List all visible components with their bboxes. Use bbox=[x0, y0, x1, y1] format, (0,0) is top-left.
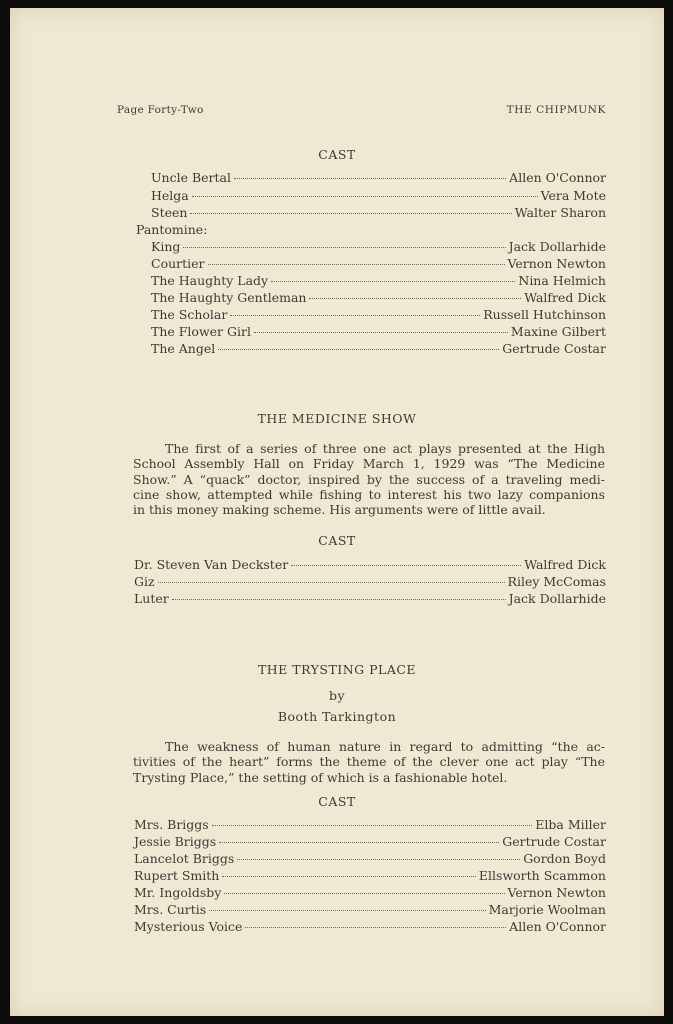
cast-row bbox=[134, 573, 606, 590]
pantomime-subheading: Pantomine: bbox=[136, 222, 208, 237]
cast-row bbox=[151, 306, 606, 323]
cast-actor: Jack Dollarhide bbox=[508, 591, 606, 606]
leader-dots bbox=[245, 927, 506, 928]
cast-actor: Allen O'Connor bbox=[509, 170, 606, 185]
cast-actor: Russell Hutchinson bbox=[483, 307, 606, 322]
publication-title: THE CHIPMUNK bbox=[506, 104, 606, 116]
cast-row bbox=[151, 238, 606, 255]
cast-row bbox=[151, 340, 606, 357]
leader-dots bbox=[183, 247, 505, 248]
cast-heading: CAST bbox=[318, 533, 356, 548]
cast-role: Uncle Bertal bbox=[151, 170, 231, 185]
program-page bbox=[10, 8, 664, 1016]
cast-row bbox=[134, 556, 606, 573]
cast-heading: CAST bbox=[318, 147, 356, 162]
cast-actor: Walter Sharon bbox=[514, 205, 606, 220]
cast-actor: Vernon Newton bbox=[507, 256, 606, 271]
cast-heading: CAST bbox=[318, 794, 356, 809]
leader-dots bbox=[271, 281, 515, 282]
cast-actor: Jack Dollarhide bbox=[508, 239, 606, 254]
description-line: Show.” A “quack” doctor, inspired by the success of a traveling medi- bbox=[133, 471, 605, 487]
leader-dots bbox=[158, 582, 505, 583]
description-line: cine show, attempted while fishing to interest his two lazy companions bbox=[133, 486, 605, 502]
cast-actor: Walfred Dick bbox=[524, 557, 606, 572]
cast-role: Steen bbox=[151, 205, 188, 220]
cast-row bbox=[151, 187, 606, 204]
leader-dots bbox=[237, 859, 520, 860]
cast-actor: Gertrude Costar bbox=[502, 834, 606, 849]
cast-actor: Maxine Gilbert bbox=[510, 324, 606, 339]
cast-role: The Scholar bbox=[151, 307, 228, 322]
cast-role: Rupert Smith bbox=[134, 868, 220, 883]
cast-row bbox=[134, 833, 606, 850]
play-author: Booth Tarkington bbox=[277, 709, 397, 724]
leader-dots bbox=[224, 893, 504, 894]
leader-dots bbox=[209, 910, 485, 911]
cast-row bbox=[151, 169, 606, 186]
leader-dots bbox=[222, 876, 476, 877]
cast-role: The Haughty Gentleman bbox=[151, 290, 307, 305]
cast-actor: Nina Helmich bbox=[518, 273, 606, 288]
cast-actor: Walfred Dick bbox=[524, 290, 606, 305]
cast-role: Luter bbox=[134, 591, 169, 606]
cast-row bbox=[134, 867, 606, 884]
play-title: THE MEDICINE SHOW bbox=[257, 411, 417, 426]
cast-row bbox=[151, 255, 606, 272]
description-line: tivities of the heart” forms the theme of the clever one act play “The bbox=[133, 754, 605, 770]
cast-row bbox=[134, 590, 606, 607]
cast-row bbox=[134, 850, 606, 867]
cast-row bbox=[134, 901, 606, 918]
cast-role: Jessie Briggs bbox=[134, 834, 217, 849]
cast-role: Helga bbox=[151, 188, 189, 203]
cast-role: The Flower Girl bbox=[151, 324, 251, 339]
leader-dots bbox=[219, 842, 499, 843]
description-line: School Assembly Hall on Friday March 1, 1929 was “The Medicine bbox=[133, 456, 605, 472]
leader-dots bbox=[291, 565, 521, 566]
play-description bbox=[133, 441, 605, 517]
cast-actor: Vera Mote bbox=[540, 188, 606, 203]
cast-actor: Gertrude Costar bbox=[502, 341, 606, 356]
cast-actor: Vernon Newton bbox=[507, 885, 606, 900]
leader-dots bbox=[192, 196, 538, 197]
cast-row bbox=[151, 289, 606, 306]
cast-row bbox=[134, 918, 606, 935]
description-line: The first of a series of three one act plays presented at the High bbox=[165, 441, 605, 456]
cast-row bbox=[151, 323, 606, 340]
cast-row bbox=[134, 816, 606, 833]
description-line: in this money making scheme. His arguments were of little avail. bbox=[133, 502, 546, 518]
cast-role: Mrs. Curtis bbox=[134, 902, 207, 917]
play-description bbox=[133, 739, 605, 785]
leader-dots bbox=[212, 825, 533, 826]
cast-row bbox=[151, 204, 606, 221]
leader-dots bbox=[190, 213, 511, 214]
cast-actor: Allen O'Connor bbox=[509, 919, 606, 934]
cast-role: Dr. Steven Van Deckster bbox=[134, 557, 289, 572]
cast-role: Mrs. Briggs bbox=[134, 817, 209, 832]
cast-role: King bbox=[151, 239, 181, 254]
cast-role: The Haughty Lady bbox=[151, 273, 269, 288]
cast-role: Giz bbox=[134, 574, 155, 589]
leader-dots bbox=[234, 178, 506, 179]
play-title: THE TRYSTING PLACE bbox=[257, 662, 417, 677]
cast-role: Mysterious Voice bbox=[134, 919, 243, 934]
leader-dots bbox=[254, 332, 508, 333]
leader-dots bbox=[208, 264, 505, 265]
description-line: Trysting Place,” the setting of which is a fashionable hotel. bbox=[133, 769, 508, 785]
cast-role: Courtier bbox=[151, 256, 205, 271]
cast-actor: Riley McComas bbox=[507, 574, 606, 589]
cast-row bbox=[151, 272, 606, 289]
cast-role: Lancelot Briggs bbox=[134, 851, 235, 866]
description-line: The weakness of human nature in regard to admitting “the ac- bbox=[165, 739, 605, 754]
cast-role: Mr. Ingoldsby bbox=[134, 885, 222, 900]
cast-actor: Ellsworth Scammon bbox=[478, 868, 606, 883]
byline-by: by bbox=[328, 688, 346, 703]
cast-actor: Elba Miller bbox=[535, 817, 606, 832]
cast-role: The Angel bbox=[151, 341, 216, 356]
cast-actor: Marjorie Woolman bbox=[488, 902, 606, 917]
leader-dots bbox=[172, 599, 506, 600]
cast-row bbox=[134, 884, 606, 901]
leader-dots bbox=[309, 298, 521, 299]
leader-dots bbox=[230, 315, 480, 316]
cast-actor: Gordon Boyd bbox=[523, 851, 606, 866]
page-number-label: Page Forty-Two bbox=[117, 104, 204, 116]
leader-dots bbox=[218, 349, 499, 350]
